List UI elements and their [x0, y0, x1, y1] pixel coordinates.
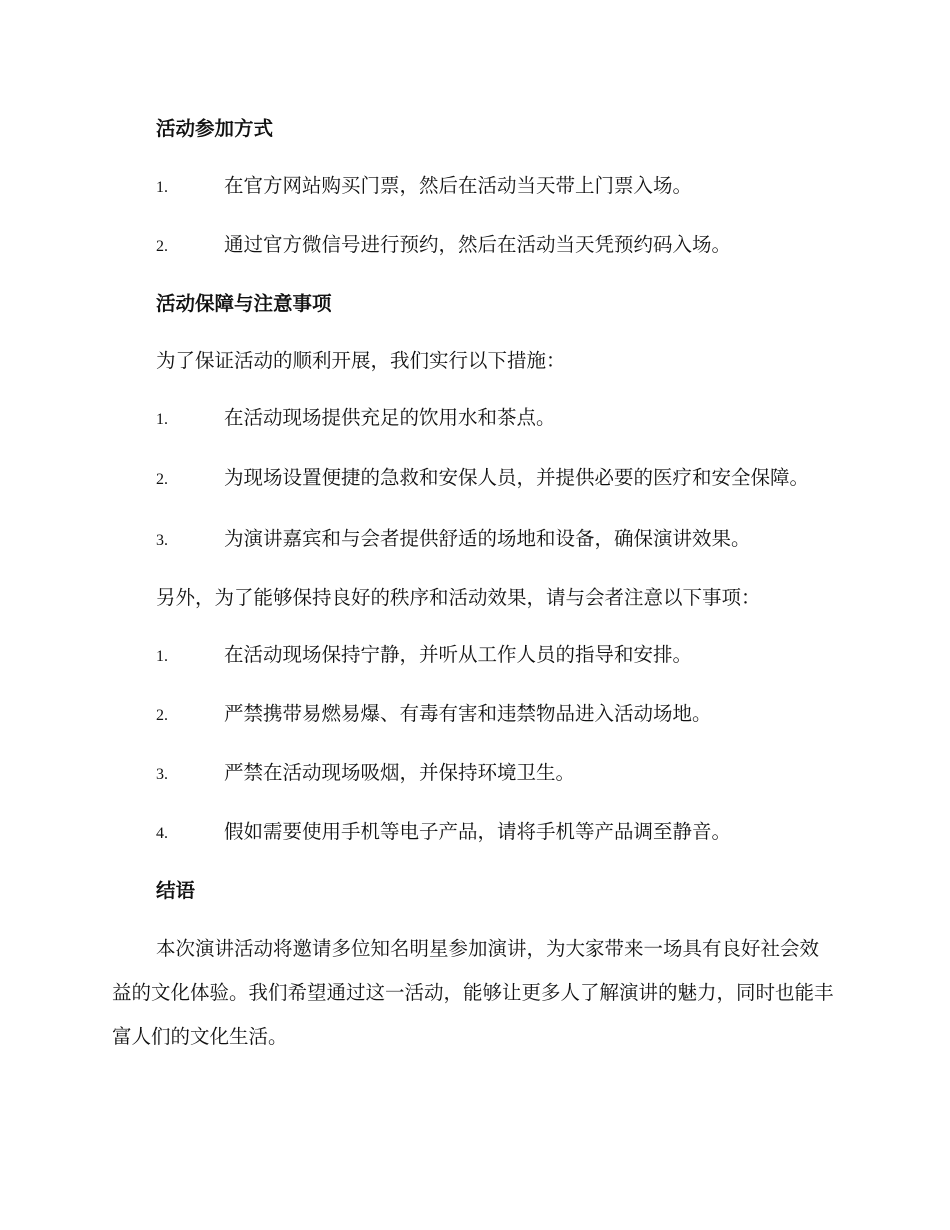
list-item — [112, 634, 836, 677]
list-item — [112, 518, 836, 561]
list-text: 假如需要使用手机等电子产品，请将手机等产品调至静音。 — [224, 820, 732, 843]
list-number: 4. — [156, 825, 168, 842]
list-text: 为现场设置便捷的急救和安保人员，并提供必要的医疗和安全保障。 — [224, 466, 810, 489]
list-item — [112, 752, 836, 795]
list-item — [112, 456, 836, 502]
list-item — [112, 224, 836, 267]
list-number: 1. — [156, 179, 168, 196]
list-number: 3. — [156, 766, 168, 783]
paragraph-notices-intro: 另外，为了能够保持良好的秩序和活动效果，请与会者注意以下事项： — [156, 586, 761, 609]
list-number: 3. — [156, 532, 168, 549]
list-number: 2. — [156, 238, 168, 255]
list-number: 2. — [156, 471, 168, 488]
list-text: 在官方网站购买门票，然后在活动当天带上门票入场。 — [224, 174, 693, 197]
section-heading-safety: 活动保障与注意事项 — [156, 292, 332, 315]
list-item — [112, 165, 836, 208]
list-text: 在活动现场保持宁静，并听从工作人员的指导和安排。 — [224, 643, 693, 666]
paragraph-measures-intro: 为了保证活动的顺利开展，我们实行以下措施： — [156, 349, 566, 372]
list-item — [112, 811, 836, 854]
list-item — [112, 397, 836, 440]
list-number: 2. — [156, 707, 168, 724]
section-heading-conclusion: 结语 — [156, 879, 196, 902]
section-heading-participation: 活动参加方式 — [156, 117, 274, 140]
paragraph-conclusion: 本次演讲活动将邀请多位知名明星参加演讲，为大家带来一场具有良好社会效益的文化体验。我们希望通过这一活动，能够让更多人了解演讲的魅力，同时也能丰富人们的文化生活。 — [112, 937, 834, 1048]
list-item — [112, 693, 836, 736]
list-text: 严禁携带易燃易爆、有毒有害和违禁物品进入活动场地。 — [224, 702, 712, 725]
list-number: 1. — [156, 411, 168, 428]
list-number: 1. — [156, 648, 168, 665]
list-text: 在活动现场提供充足的饮用水和茶点。 — [224, 406, 556, 429]
list-text: 为演讲嘉宾和与会者提供舒适的场地和设备，确保演讲效果。 — [224, 527, 751, 550]
list-text: 严禁在活动现场吸烟，并保持环境卫生。 — [224, 761, 576, 784]
document-body — [112, 108, 836, 1075]
list-text: 通过官方微信号进行预约，然后在活动当天凭预约码入场。 — [224, 233, 732, 256]
